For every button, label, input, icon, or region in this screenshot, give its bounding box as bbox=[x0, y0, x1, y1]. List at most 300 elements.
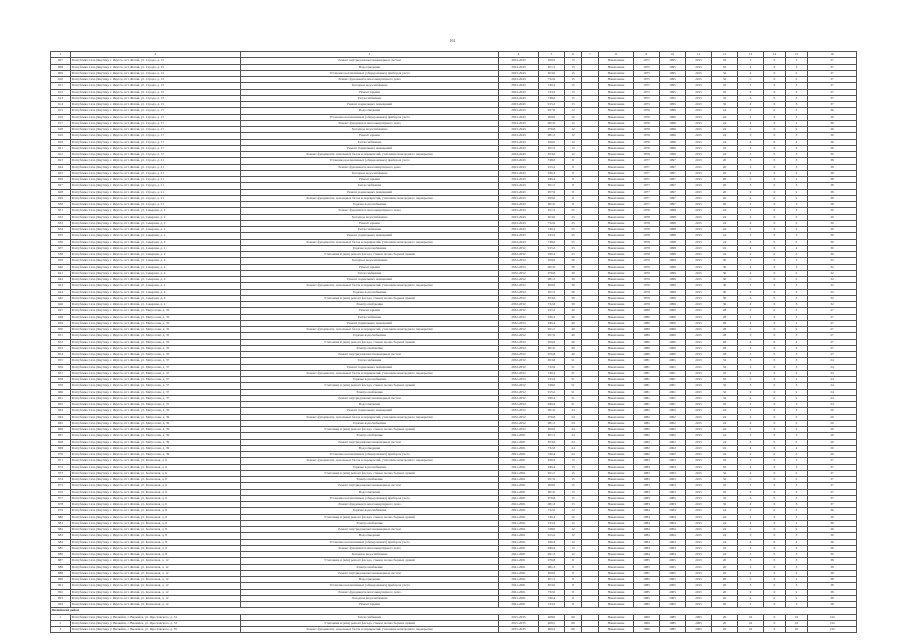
row-address: Республика Саха (Якутия), г. Якутск, пгт. Жатай, ул. Северная, д. 2 bbox=[71, 233, 241, 239]
row-term: 2032-2052 bbox=[499, 358, 539, 364]
row-address: Республика Саха (Якутия), г. Якутск, пгт. Жатай, ул. Матросова, д. 39 bbox=[71, 427, 241, 433]
row-col-15: 3 bbox=[786, 358, 808, 364]
row-col-11: 2015 bbox=[686, 420, 712, 426]
row-col-12: 28 bbox=[712, 314, 738, 320]
row-col-14: 0 bbox=[764, 508, 786, 514]
row-term: 2041-2061 bbox=[499, 483, 539, 489]
row-col-6: 15 bbox=[565, 64, 582, 70]
row-col-14: 0 bbox=[764, 477, 786, 483]
row-col-16: 24 bbox=[808, 402, 857, 408]
row-col-12: 24 bbox=[712, 227, 738, 233]
row-term: 2032-2052 bbox=[499, 302, 539, 308]
row-term: 2032-2052 bbox=[499, 289, 539, 295]
row-owner: Накопление bbox=[599, 558, 634, 564]
row-col-9: 1975 bbox=[634, 58, 660, 64]
row-col-6: 24 bbox=[565, 433, 582, 439]
row-area: 653,0 bbox=[539, 439, 565, 445]
row-address: Республика Саха (Якутия), г. Якутск, пгт. Жатай, ул. Колхозная, д. 12 bbox=[71, 570, 241, 576]
row-col-6: 25 bbox=[565, 245, 582, 251]
row-col-9: 1982 bbox=[634, 452, 660, 458]
header-cell: 8 bbox=[599, 52, 634, 58]
row-address: Республика Саха (Якутия), г. Якутск, пгт. Жатай, ул. Колхозная, д. 8 bbox=[71, 514, 241, 520]
row-area: 651,5 bbox=[539, 577, 565, 583]
row-col-13: 2 bbox=[738, 102, 764, 108]
row-owner: Накопление bbox=[599, 108, 634, 114]
row-number: 614 bbox=[51, 102, 71, 108]
row-col-6: 15 bbox=[565, 83, 582, 89]
row-col-11: 2015 bbox=[686, 202, 712, 208]
page-number: 161 bbox=[449, 38, 456, 43]
row-work-type: Электроснабжение bbox=[241, 433, 499, 439]
row-work-type: Электроснабжение bbox=[241, 564, 499, 570]
row-col-9: 1977 bbox=[634, 202, 660, 208]
row-owner: Накопление bbox=[599, 239, 634, 245]
row-work-type: Ремонт фундамента, цокольных балок и перекрытий, утепление мансардного перекрытия bbox=[241, 627, 499, 633]
row-col-14: 0 bbox=[764, 483, 786, 489]
row-col-16: 30 bbox=[808, 208, 857, 214]
row-col-15: 3 bbox=[786, 364, 808, 370]
row-col-6: 30 bbox=[565, 283, 582, 289]
row-col-10: 1999 bbox=[660, 277, 686, 283]
row-col-10: 2003 bbox=[660, 502, 686, 508]
row-col-14: 0 bbox=[764, 89, 786, 95]
row-col-15: 2 bbox=[786, 470, 808, 476]
row-term: 2015-2035 bbox=[499, 614, 539, 620]
row-col-6: 40 bbox=[565, 352, 582, 358]
row-owner: Накопление bbox=[599, 458, 634, 464]
row-col-9: 1980 bbox=[634, 314, 660, 320]
row-term: 2041-2061 bbox=[499, 577, 539, 583]
row-owner: Накопление bbox=[599, 220, 634, 226]
row-term: 2023-2043 bbox=[499, 170, 539, 176]
row-col-15: 3 bbox=[786, 252, 808, 258]
row-owner: Накопление bbox=[599, 152, 634, 158]
row-owner: Накопление bbox=[599, 570, 634, 576]
row-col-13: 3 bbox=[738, 333, 764, 339]
row-col-10: 2005 bbox=[660, 564, 686, 570]
row-col-10: 2000 bbox=[660, 308, 686, 314]
row-col-9: 1977 bbox=[634, 189, 660, 195]
row-work-type: Водоотведение bbox=[241, 108, 499, 114]
row-col-15: 2 bbox=[786, 370, 808, 376]
row-col-13: 2 bbox=[738, 402, 764, 408]
row-col-14: 0 bbox=[764, 327, 786, 333]
row-col-6: 8 bbox=[565, 558, 582, 564]
header-cell: 9 bbox=[634, 52, 660, 58]
row-term: 2041-2061 bbox=[499, 558, 539, 564]
row-col-15: 3 bbox=[786, 133, 808, 139]
row-col-10: 2004 bbox=[660, 533, 686, 539]
row-col-12: 28 bbox=[712, 339, 738, 345]
row-number: 609 bbox=[51, 70, 71, 76]
row-col-13: 5 bbox=[738, 127, 764, 133]
row-area: 949,4 bbox=[539, 177, 565, 183]
row-col-15: 2 bbox=[786, 70, 808, 76]
row-owner: Накопление bbox=[599, 620, 634, 626]
row-col-9: 1975 bbox=[634, 64, 660, 70]
header-cell: 7 bbox=[582, 52, 599, 58]
row-area: 732,6 bbox=[539, 302, 565, 308]
row-work-type: Утепление и (или) ремонт фасада, стыков полносборных зданий bbox=[241, 252, 499, 258]
row-col-16: 30 bbox=[808, 233, 857, 239]
row-term: 2041-2061 bbox=[499, 570, 539, 576]
row-address: Республика Саха (Якутия), г. Якутск, пгт. Жатай, ул. Матросова, д. 39 bbox=[71, 445, 241, 451]
row-area: 651,5 bbox=[539, 289, 565, 295]
row-term: 2023-2043 bbox=[499, 64, 539, 70]
row-col-13: 3 bbox=[738, 533, 764, 539]
row-col-13: 4 bbox=[738, 345, 764, 351]
row-col-11: 2015 bbox=[686, 520, 712, 526]
row-col-7 bbox=[582, 627, 599, 633]
row-owner: Накопление bbox=[599, 358, 634, 364]
row-work-type: Горячее водоснабжение bbox=[241, 245, 499, 251]
row-col-15: 3 bbox=[786, 83, 808, 89]
row-area: 981,3 bbox=[539, 420, 565, 426]
row-col-15: 2 bbox=[786, 89, 808, 95]
row-area: 957,0 bbox=[539, 189, 565, 195]
row-area: 732,6 bbox=[539, 589, 565, 595]
row-col-15: 2 bbox=[786, 277, 808, 283]
row-address: Республика Саха (Якутия), г. Якутск, пгт. Жатай, ул. Матросова, д. 35 bbox=[71, 314, 241, 320]
row-address: Республика Саха (Якутия), г. Якутск, пгт. Жатай, ул. Колхозная, д. 6 bbox=[71, 477, 241, 483]
row-owner: Накопление bbox=[599, 270, 634, 276]
row-col-12: 32 bbox=[712, 364, 738, 370]
row-col-11: 2015 bbox=[686, 189, 712, 195]
row-term: 2023-2043 bbox=[499, 220, 539, 226]
row-area: 409,2 bbox=[539, 627, 565, 633]
row-area: 936,3 bbox=[539, 252, 565, 258]
row-area: 915,2 bbox=[539, 102, 565, 108]
row-col-10: 1998 bbox=[660, 252, 686, 258]
row-col-14: 0 bbox=[764, 58, 786, 64]
row-col-14: 0 bbox=[764, 402, 786, 408]
row-col-11: 2015 bbox=[686, 320, 712, 326]
row-col-15: 3 bbox=[786, 533, 808, 539]
row-work-type: Ремонт внутридомовых инженерных систем bbox=[241, 352, 499, 358]
row-col-16: 30 bbox=[808, 220, 857, 226]
row-area: 732,6 bbox=[539, 508, 565, 514]
row-col-6: 15 bbox=[565, 470, 582, 476]
row-col-6: 12 bbox=[565, 139, 582, 145]
row-address: Республика Саха (Якутия), г. Якутск, пгт. Жатай, ул. Строда, д. 17 bbox=[71, 139, 241, 145]
row-owner: Накопление bbox=[599, 183, 634, 189]
row-col-11: 2015 bbox=[686, 589, 712, 595]
row-col-9: 1976 bbox=[634, 108, 660, 114]
row-col-16: 38 bbox=[808, 202, 857, 208]
row-col-12: 24 bbox=[712, 420, 738, 426]
row-col-9: 1960 bbox=[634, 620, 660, 626]
row-number: 2 bbox=[51, 620, 71, 626]
row-work-type: Ремонт фундамента многоквартирного дома bbox=[241, 120, 499, 126]
row-col-12: 32 bbox=[712, 58, 738, 64]
row-area: 936,3 bbox=[539, 458, 565, 464]
row-col-12: 20 bbox=[712, 558, 738, 564]
row-work-type: Ремонт крыши bbox=[241, 220, 499, 226]
row-col-12: 30 bbox=[712, 295, 738, 301]
row-col-12: 24 bbox=[712, 552, 738, 558]
row-number: 690 bbox=[51, 577, 71, 583]
row-address: Республика Саха (Якутия), г. Якутск, пгт. Жатай, ул. Северная, д. 2 bbox=[71, 239, 241, 245]
row-number: 624 bbox=[51, 164, 71, 170]
row-owner: Накопление bbox=[599, 627, 634, 633]
row-col-16: 36 bbox=[808, 527, 857, 533]
row-col-9: 1983 bbox=[634, 477, 660, 483]
row-col-10: 1998 bbox=[660, 220, 686, 226]
row-col-9: 1984 bbox=[634, 545, 660, 551]
row-col-16: 27 bbox=[808, 314, 857, 320]
row-work-type: Установка коллективных (общедомовых) приборов учета bbox=[241, 539, 499, 545]
row-col-14: 0 bbox=[764, 233, 786, 239]
header-cell: 11 bbox=[686, 52, 712, 58]
row-area: 732,6 bbox=[539, 77, 565, 83]
row-col-11: 2015 bbox=[686, 114, 712, 120]
row-col-10: 2000 bbox=[660, 352, 686, 358]
row-number: 616 bbox=[51, 114, 71, 120]
row-col-11: 2015 bbox=[686, 108, 712, 114]
row-term: 2041-2061 bbox=[499, 470, 539, 476]
row-address: Республика Саха (Якутия), г. Якутск, пгт. Жатай, ул. Строда, д. 15 bbox=[71, 58, 241, 64]
row-col-11: 2015 bbox=[686, 364, 712, 370]
row-col-15: 3 bbox=[786, 408, 808, 414]
row-col-13: 2 bbox=[738, 264, 764, 270]
row-col-9: 1984 bbox=[634, 520, 660, 526]
row-col-13: 6 bbox=[738, 439, 764, 445]
row-col-10: 1998 bbox=[660, 245, 686, 251]
row-col-11: 2015 bbox=[686, 558, 712, 564]
row-col-6: 15 bbox=[565, 483, 582, 489]
row-col-12: 30 bbox=[712, 289, 738, 295]
row-col-12: 28 bbox=[712, 320, 738, 326]
row-col-15: 2 bbox=[786, 170, 808, 176]
row-area: 981,3 bbox=[539, 133, 565, 139]
row-col-11: 2015 bbox=[686, 533, 712, 539]
row-col-12: 30 bbox=[712, 258, 738, 264]
row-col-16: 27 bbox=[808, 327, 857, 333]
header-cell: 10 bbox=[660, 52, 686, 58]
row-owner: Накопление bbox=[599, 545, 634, 551]
row-col-16: 38 bbox=[808, 195, 857, 201]
row-col-10: 2004 bbox=[660, 508, 686, 514]
row-col-15: 2 bbox=[786, 477, 808, 483]
row-col-6: 8 bbox=[565, 589, 582, 595]
row-term: 2032-2052 bbox=[499, 333, 539, 339]
row-number: 693 bbox=[51, 595, 71, 601]
row-number: 638 bbox=[51, 252, 71, 258]
row-col-6: 12 bbox=[565, 120, 582, 126]
row-number: 684 bbox=[51, 539, 71, 545]
row-col-14: 0 bbox=[764, 564, 786, 570]
row-col-6: 12 bbox=[565, 152, 582, 158]
row-work-type: Электроснабжение bbox=[241, 345, 499, 351]
row-address: Республика Саха (Якутия), у. Вилюйск, г. Вилюйск, ул. Ярославского, д. 33 bbox=[71, 620, 241, 626]
row-col-9: 1975 bbox=[634, 89, 660, 95]
row-owner: Накопление bbox=[599, 320, 634, 326]
row-term: 2023-2043 bbox=[499, 102, 539, 108]
row-col-10: 2000 bbox=[660, 320, 686, 326]
row-term: 2015-2035 bbox=[499, 620, 539, 626]
row-address: Республика Саха (Якутия), г. Якутск, пгт. Жатай, ул. Матросова, д. 35 bbox=[71, 345, 241, 351]
row-col-11: 2015 bbox=[686, 489, 712, 495]
row-col-10: 2004 bbox=[660, 514, 686, 520]
row-col-9: 1976 bbox=[634, 145, 660, 151]
row-col-6: 8 bbox=[565, 595, 582, 601]
row-col-10: 1997 bbox=[660, 164, 686, 170]
row-number: 634 bbox=[51, 227, 71, 233]
row-col-15: 10 bbox=[786, 620, 808, 626]
row-col-12: 24 bbox=[712, 139, 738, 145]
row-col-12: 32 bbox=[712, 395, 738, 401]
row-col-16: 38 bbox=[808, 564, 857, 570]
row-col-11: 2015 bbox=[686, 83, 712, 89]
row-col-15: 3 bbox=[786, 333, 808, 339]
row-term: 2041-2061 bbox=[499, 458, 539, 464]
row-col-13: 3 bbox=[738, 308, 764, 314]
row-col-15: 2 bbox=[786, 527, 808, 533]
row-area: 651,5 bbox=[539, 145, 565, 151]
row-col-9: 1975 bbox=[634, 95, 660, 101]
row-col-11: 2015 bbox=[686, 552, 712, 558]
row-address: Республика Саха (Якутия), г. Якутск, пгт. Жатай, ул. Строда, д. 15 bbox=[71, 77, 241, 83]
row-area: 949,4 bbox=[539, 402, 565, 408]
row-address: Республика Саха (Якутия), г. Якутск, пгт. Жатай, ул. Строда, д. 15 bbox=[71, 64, 241, 70]
row-col-12: 20 bbox=[712, 614, 738, 620]
row-address: Республика Саха (Якутия), г. Якутск, пгт. Жатай, ул. Строда, д. 17 bbox=[71, 114, 241, 120]
row-col-11: 2015 bbox=[686, 120, 712, 126]
row-col-15: 2 bbox=[786, 177, 808, 183]
row-number: 641 bbox=[51, 270, 71, 276]
row-col-12: 24 bbox=[712, 539, 738, 545]
row-col-16: 32 bbox=[808, 295, 857, 301]
row-area: 976,8 bbox=[539, 558, 565, 564]
row-col-11: 2015 bbox=[686, 595, 712, 601]
row-col-14: 0 bbox=[764, 520, 786, 526]
row-term: 2041-2061 bbox=[499, 602, 539, 608]
row-col-13: 4 bbox=[738, 320, 764, 326]
row-col-14: 0 bbox=[764, 383, 786, 389]
row-col-10: 2004 bbox=[660, 520, 686, 526]
row-work-type: Ремонт подвальных помещений bbox=[241, 145, 499, 151]
row-col-12: 30 bbox=[712, 283, 738, 289]
header-cell: 4 bbox=[499, 52, 539, 58]
row-col-14: 0 bbox=[764, 370, 786, 376]
row-col-13: 3 bbox=[738, 408, 764, 414]
row-col-16: 32 bbox=[808, 289, 857, 295]
row-col-6: 15 bbox=[565, 58, 582, 64]
row-col-10: 2004 bbox=[660, 545, 686, 551]
row-address: Республика Саха (Якутия), г. Якутск, пгт. Жатай, ул. Строда, д. 17 bbox=[71, 108, 241, 114]
row-owner: Накопление bbox=[599, 589, 634, 595]
row-term: 2023-2043 bbox=[499, 133, 539, 139]
row-col-12: 24 bbox=[712, 452, 738, 458]
row-col-6: 40 bbox=[565, 327, 582, 333]
row-col-13: 5 bbox=[738, 427, 764, 433]
row-col-15: 3 bbox=[786, 558, 808, 564]
row-area: 959,0 bbox=[539, 483, 565, 489]
row-owner: Накопление bbox=[599, 602, 634, 608]
row-area: 743,2 bbox=[539, 377, 565, 383]
row-col-12: 20 bbox=[712, 177, 738, 183]
row-area: 748,0 bbox=[539, 383, 565, 389]
row-area: 748,0 bbox=[539, 239, 565, 245]
row-term: 2032-2052 bbox=[499, 408, 539, 414]
row-col-6: 30 bbox=[565, 258, 582, 264]
row-owner: Накопление bbox=[599, 264, 634, 270]
header-cell: 2 bbox=[71, 52, 241, 58]
row-col-11: 2015 bbox=[686, 377, 712, 383]
row-col-11: 2015 bbox=[686, 570, 712, 576]
row-col-16: 24 bbox=[808, 377, 857, 383]
row-address: Республика Саха (Якутия), г. Якутск, пгт. Жатай, ул. Северная, д. 4 bbox=[71, 270, 241, 276]
row-address: Республика Саха (Якутия), г. Якутск, пгт. Жатай, ул. Строда, д. 21 bbox=[71, 183, 241, 189]
row-col-11: 2015 bbox=[686, 139, 712, 145]
row-col-16: 20 bbox=[808, 414, 857, 420]
row-col-12: 20 bbox=[712, 570, 738, 576]
row-col-9: 1981 bbox=[634, 395, 660, 401]
row-col-9: 1984 bbox=[634, 533, 660, 539]
row-col-15: 3 bbox=[786, 208, 808, 214]
row-work-type: Холодное водоснабжение bbox=[241, 552, 499, 558]
row-address: Республика Саха (Якутия), г. Якутск, пгт. Жатай, ул. Строда, д. 15 bbox=[71, 89, 241, 95]
row-col-16: 37 bbox=[808, 83, 857, 89]
row-term: 2041-2061 bbox=[499, 495, 539, 501]
row-col-12: 32 bbox=[712, 389, 738, 395]
row-area: 651,5 bbox=[539, 208, 565, 214]
row-col-13: 6 bbox=[738, 289, 764, 295]
row-col-9: 1984 bbox=[634, 514, 660, 520]
row-col-15: 2 bbox=[786, 245, 808, 251]
row-col-16: 27 bbox=[808, 352, 857, 358]
row-col-13: 4 bbox=[738, 195, 764, 201]
row-number: 625 bbox=[51, 170, 71, 176]
row-address: Республика Саха (Якутия), г. Якутск, пгт. Жатай, ул. Колхозная, д. 12 bbox=[71, 577, 241, 583]
row-col-6: 30 bbox=[565, 295, 582, 301]
row-col-10: 1997 bbox=[660, 170, 686, 176]
row-col-11: 2015 bbox=[686, 514, 712, 520]
row-col-14: 0 bbox=[764, 183, 786, 189]
row-col-13: 2 bbox=[738, 114, 764, 120]
row-col-12: 20 bbox=[712, 589, 738, 595]
row-col-10: 2002 bbox=[660, 427, 686, 433]
row-address: Республика Саха (Якутия), г. Якутск, пгт. Жатай, ул. Строда, д. 17 bbox=[71, 127, 241, 133]
row-number: 681 bbox=[51, 520, 71, 526]
row-col-9: 1985 bbox=[634, 602, 660, 608]
row-col-6: 8 bbox=[565, 583, 582, 589]
row-term: 2023-2043 bbox=[499, 89, 539, 95]
row-col-6: 12 bbox=[565, 533, 582, 539]
row-owner: Накопление bbox=[599, 302, 634, 308]
row-col-11: 2015 bbox=[686, 545, 712, 551]
row-col-16: 37 bbox=[808, 64, 857, 70]
row-owner: Накопление bbox=[599, 427, 634, 433]
row-col-16: 37 bbox=[808, 483, 857, 489]
row-col-15: 2 bbox=[786, 395, 808, 401]
row-area: 959,0 bbox=[539, 114, 565, 120]
row-col-13: 2 bbox=[738, 164, 764, 170]
row-col-6: 30 bbox=[565, 289, 582, 295]
row-number: 671 bbox=[51, 458, 71, 464]
row-term: 2023-2043 bbox=[499, 239, 539, 245]
row-col-6: 51 bbox=[565, 377, 582, 383]
row-col-16: 37 bbox=[808, 102, 857, 108]
row-col-11: 2015 bbox=[686, 170, 712, 176]
row-col-12: 20 bbox=[712, 195, 738, 201]
row-owner: Накопление bbox=[599, 514, 634, 520]
row-work-type: Теплоснабжение bbox=[241, 227, 499, 233]
row-term: 2023-2043 bbox=[499, 158, 539, 164]
row-col-9: 1982 bbox=[634, 427, 660, 433]
row-col-14: 0 bbox=[764, 270, 786, 276]
row-number: 618 bbox=[51, 127, 71, 133]
